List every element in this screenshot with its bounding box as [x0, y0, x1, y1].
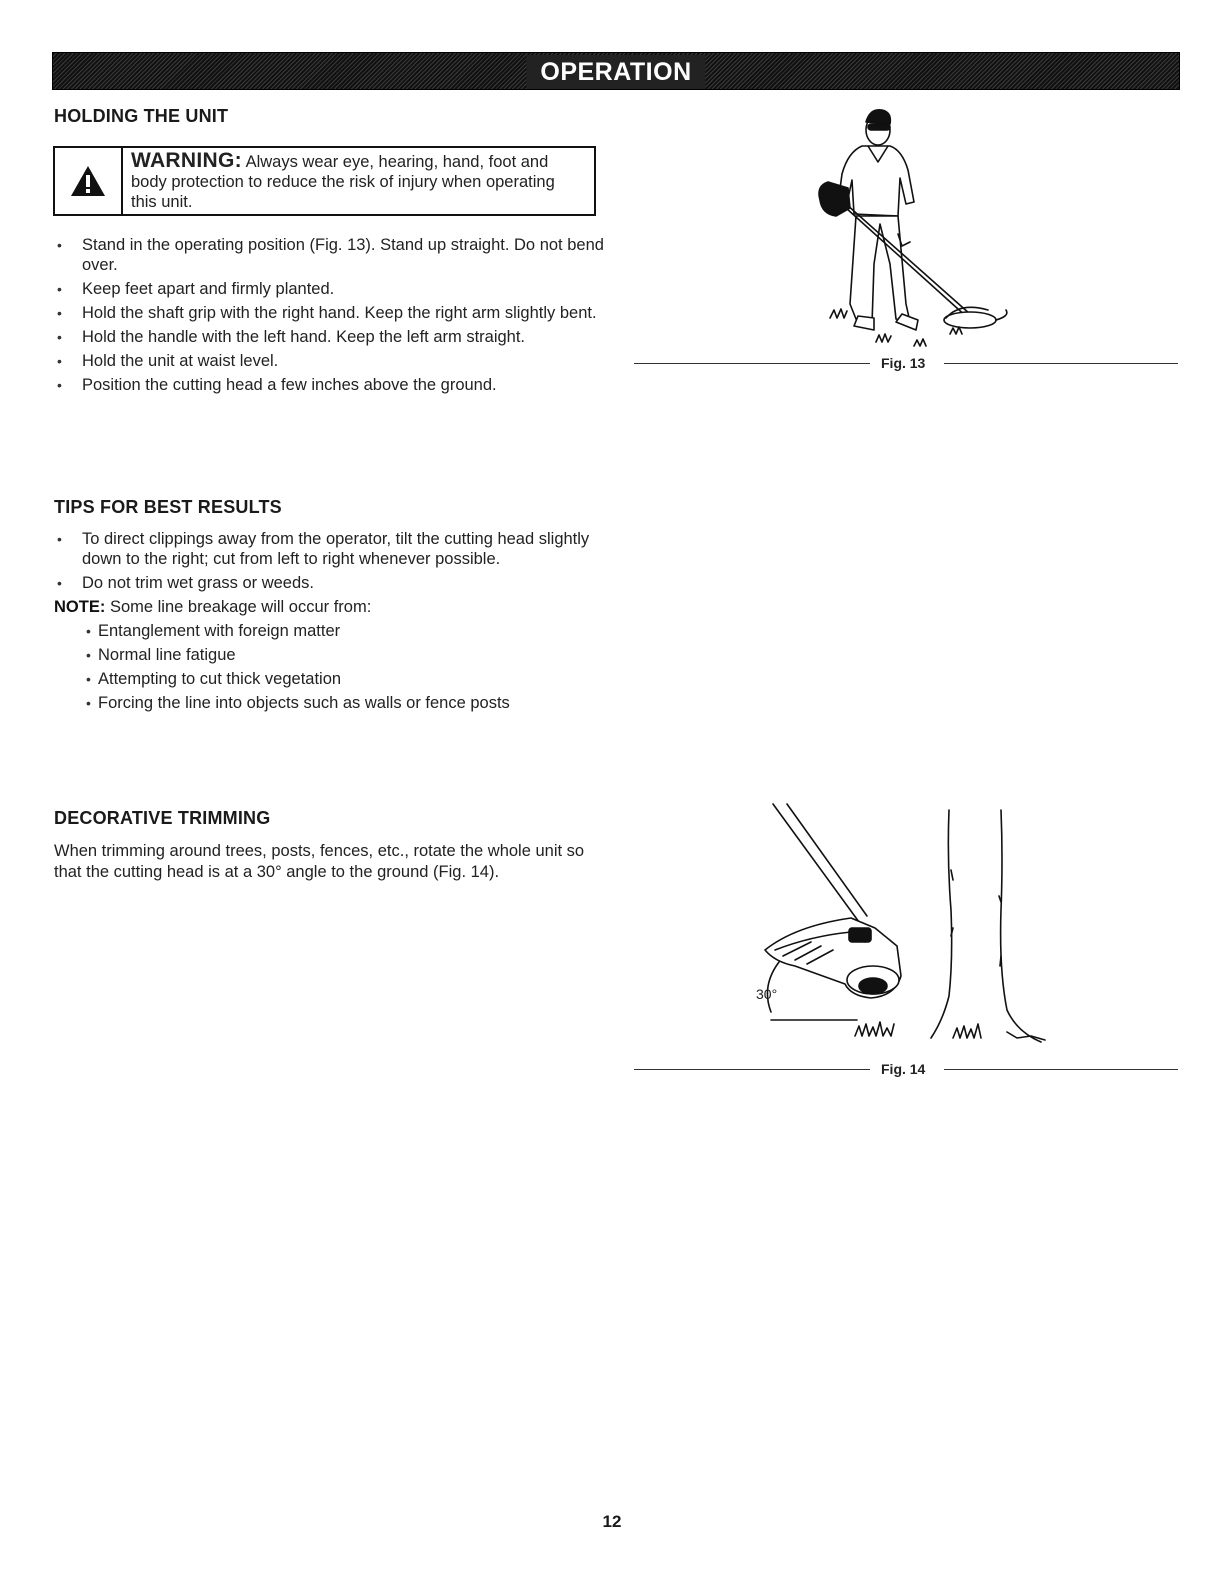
list-item: • Entanglement with foreign matter	[54, 621, 614, 641]
fig13-rule-left	[634, 363, 870, 364]
list-item: • Hold the unit at waist level.	[54, 351, 614, 371]
page-number: 12	[602, 1512, 622, 1531]
decorative-text: When trimming around trees, posts, fences, etc., rotate the whole unit so that the cutting head is at a 30° angle to the ground (Fig. 14).	[54, 842, 585, 881]
fig13-rule-right	[944, 363, 1178, 364]
list-item: • Position the cutting head a few inches above the ground.	[54, 375, 614, 395]
decorative-heading: DECORATIVE TRIMMING	[54, 808, 271, 828]
warning-line-1: Always wear eye, hearing, hand, foot and	[245, 153, 549, 171]
holding-bullet-list	[54, 235, 614, 399]
fig14-caption: Fig. 14	[881, 1061, 926, 1077]
warning-line-2: body protection to reduce the risk of injury when operating	[131, 173, 555, 191]
warning-box	[53, 146, 596, 216]
note-sub-list	[54, 621, 614, 717]
note-text: Some line breakage will occur from:	[109, 598, 372, 616]
fig14-rule-right	[944, 1069, 1178, 1070]
list-item: • Forcing the line into objects such as walls or fence posts	[54, 693, 614, 713]
list-item: • Hold the shaft grip with the right hand. Keep the right arm slightly bent.	[54, 303, 614, 323]
fig13-caption: Fig. 13	[881, 355, 926, 371]
angle-label: 30°	[756, 986, 778, 1002]
holding-heading: HOLDING THE UNIT	[54, 106, 229, 126]
tree-trimming-illustration	[755, 800, 1045, 1050]
list-item: • Stand in the operating position (Fig. 13). Stand up straight. Do not bend over.	[54, 235, 614, 275]
tips-heading: TIPS FOR BEST RESULTS	[54, 497, 282, 517]
section-title: OPERATION	[526, 55, 705, 89]
note-label: NOTE:	[54, 598, 106, 616]
warning-icon-cell	[55, 148, 123, 214]
list-item: • Normal line fatigue	[54, 645, 614, 665]
warning-line-3: this unit.	[131, 193, 193, 211]
list-item: • Hold the handle with the left hand. Keep the left arm straight.	[54, 327, 614, 347]
list-item: • Attempting to cut thick vegetation	[54, 669, 614, 689]
list-item: • Keep feet apart and firmly planted.	[54, 279, 614, 299]
warning-triangle-icon	[69, 164, 107, 198]
fig14-rule-left	[634, 1069, 870, 1070]
tips-bullet-list	[54, 529, 614, 597]
list-item: • To direct clippings away from the operator, tilt the cutting head slightly down to the right; cut from left to right whenever possible.	[54, 529, 614, 569]
section-banner	[52, 52, 1180, 90]
operator-illustration	[810, 104, 1010, 354]
warning-title: WARNING:	[131, 149, 242, 172]
list-item: • Do not trim wet grass or weeds.	[54, 573, 614, 593]
note-line	[54, 597, 371, 617]
warning-text	[123, 148, 561, 214]
